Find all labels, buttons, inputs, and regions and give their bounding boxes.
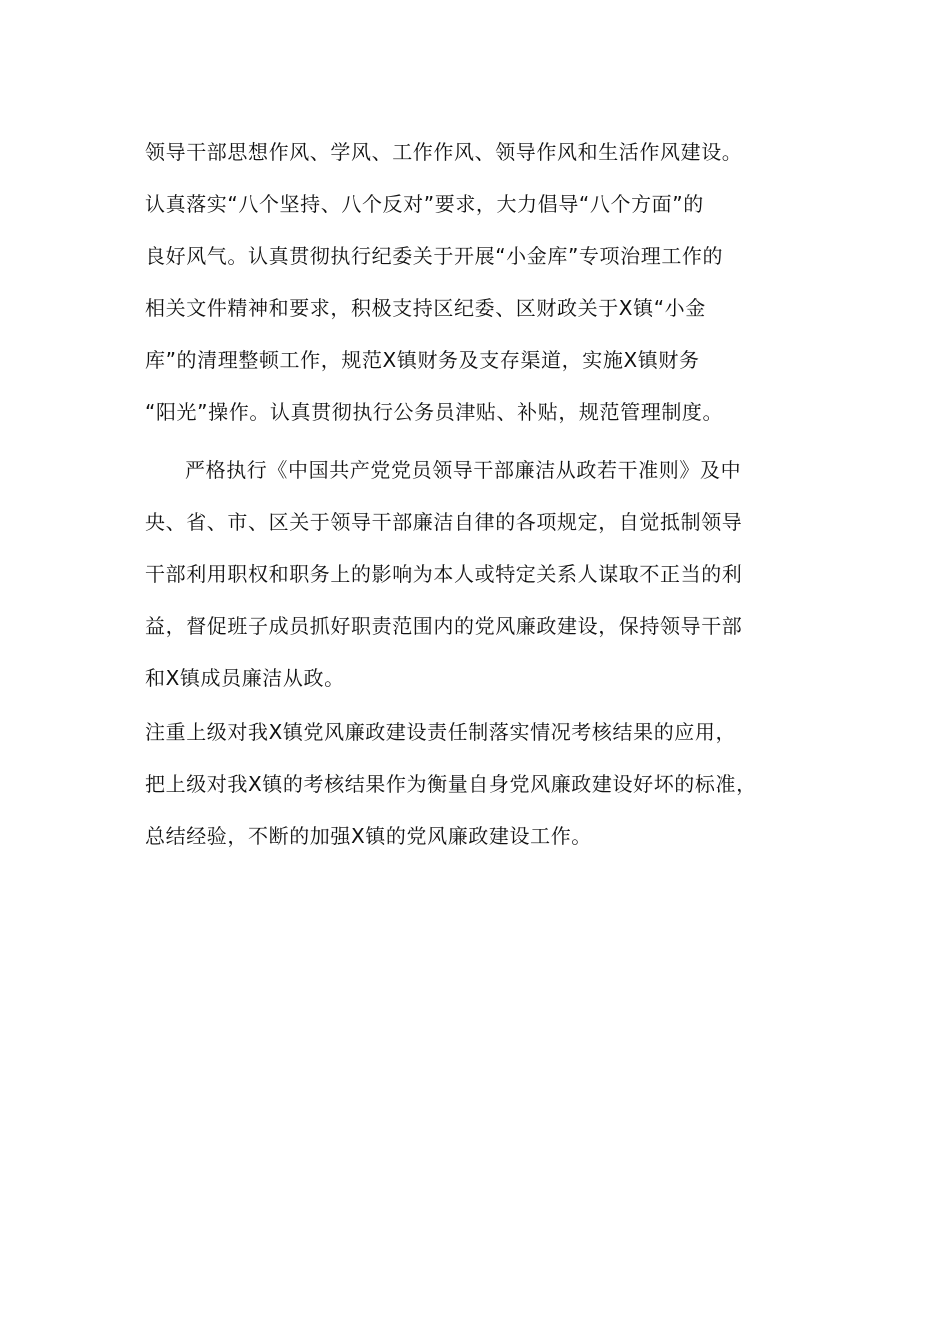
- paragraph-1: [145, 126, 810, 438]
- text-line: 严格执行《中国共产党党员领导干部廉洁从政若干准则》及中: [185, 458, 742, 482]
- text-line: 益，督促班子成员抓好职责范围内的党风廉政建设，保持领导干部: [145, 614, 743, 638]
- text-line: 注重上级对我X镇党风廉政建设责任制落实情况考核结果的应用，: [145, 720, 737, 744]
- paragraph-2: [145, 444, 810, 704]
- paragraph-3: [145, 706, 810, 862]
- text-line: 认真落实“八个坚持、八个反对”要求，大力倡导“八个方面”的: [145, 192, 704, 216]
- text-line: 库”的清理整顿工作，规范X镇财务及支存渠道，实施X镇财务: [145, 348, 700, 372]
- text-line: 央、省、市、区关于领导干部廉洁自律的各项规定，自觉抵制领导: [145, 510, 743, 534]
- document-body: [145, 126, 810, 862]
- text-line: 相关文件精神和要求，积极支持区纪委、区财政关于X镇“小金: [145, 296, 706, 320]
- text-line: 总结经验，不断的加强X镇的党风廉政建设工作。: [145, 824, 592, 848]
- text-line: 良好风气。认真贯彻执行纪委关于开展“小金库”专项治理工作的: [145, 244, 724, 268]
- text-line: 把上级对我X镇的考核结果作为衡量自身党风廉政建设好坏的标准，: [145, 772, 757, 796]
- text-line: “阳光”操作。认真贯彻执行公务员津贴、补贴，规范管理制度。: [145, 400, 724, 424]
- text-line: 干部利用职权和职务上的影响为本人或特定关系人谋取不正当的利: [145, 562, 743, 586]
- text-line: 和X镇成员廉洁从政。: [145, 666, 345, 690]
- text-line: 领导干部思想作风、学风、工作作风、领导作风和生活作风建设。: [145, 140, 743, 164]
